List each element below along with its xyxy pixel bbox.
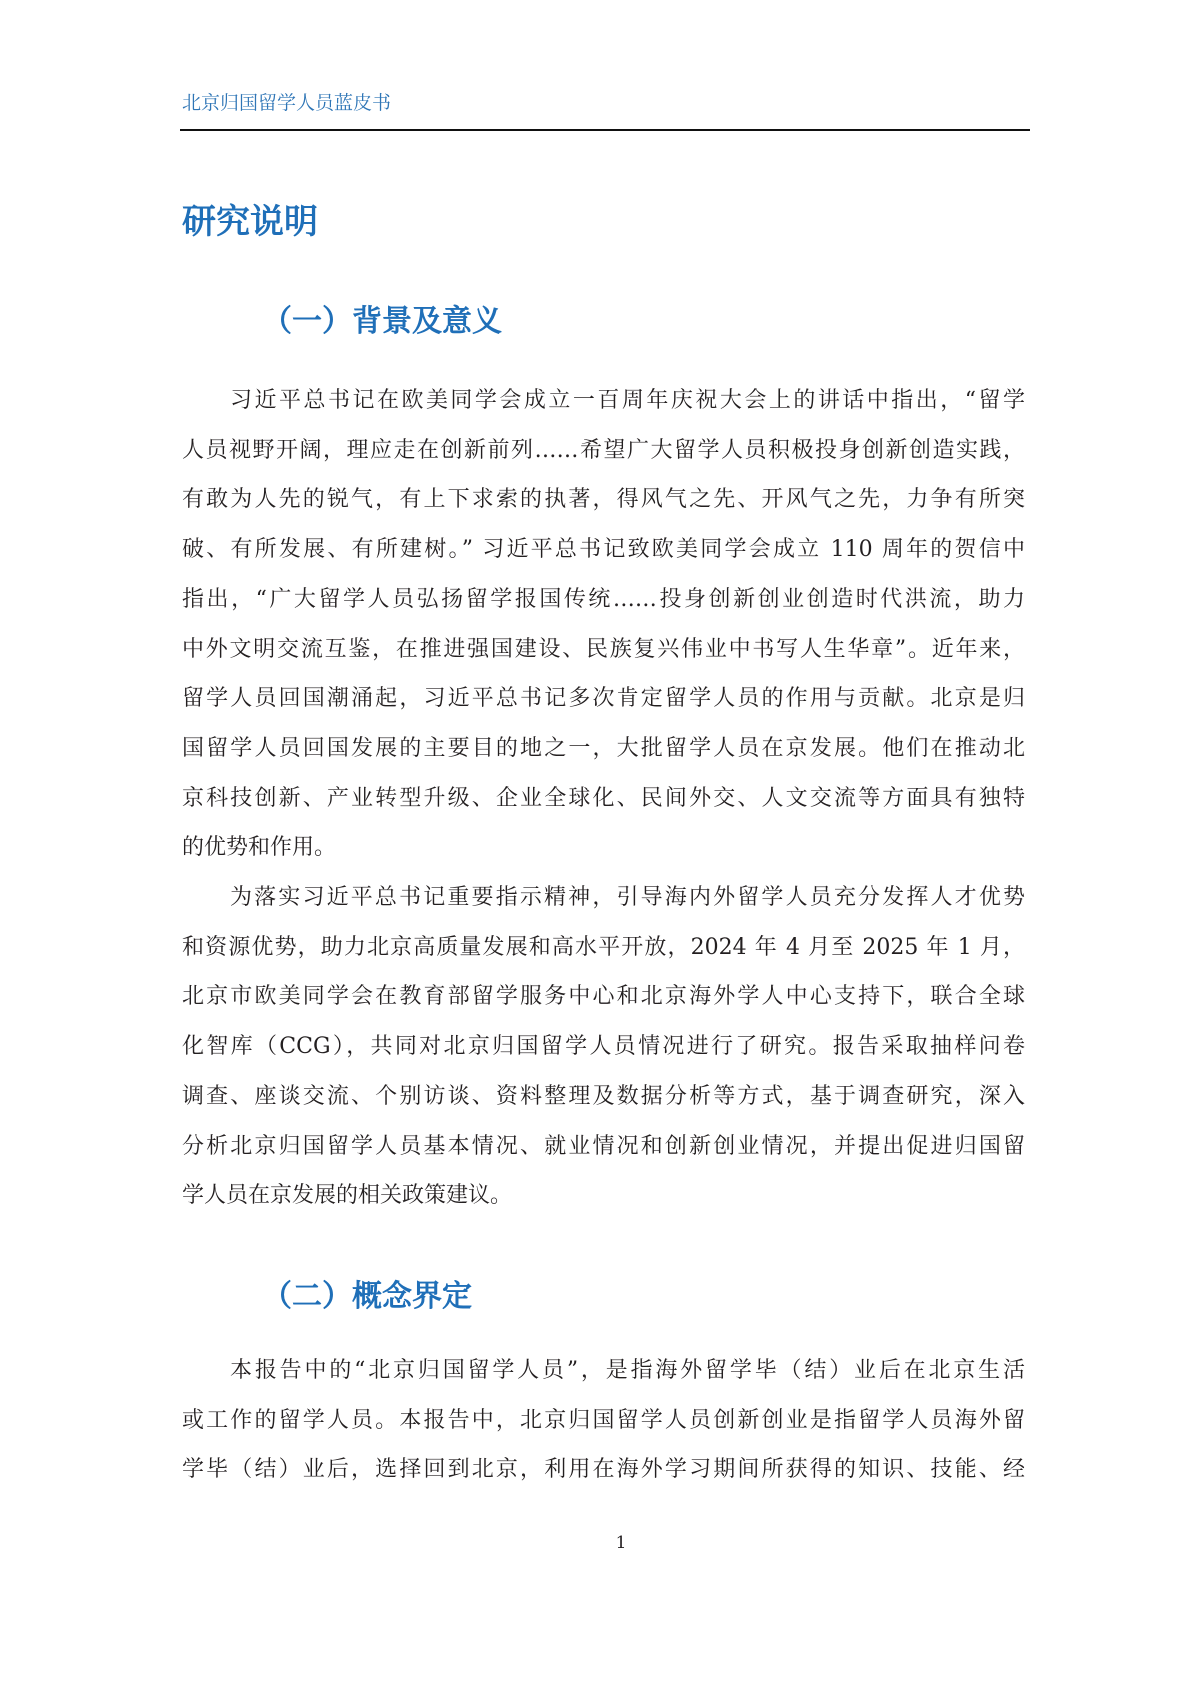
paragraph-line: 分析北京归国留学人员基本情况、就业情况和创新创业情况，并提出促进归国留	[182, 1133, 1025, 1159]
paragraph-line: 北京市欧美同学会在教育部留学服务中心和北京海外学人中心支持下，联合全球	[182, 984, 1025, 1010]
paragraph-line: 有敢为人先的锐气，有上下求索的执著，得风气之先、开风气之先，力争有所突	[182, 487, 1025, 513]
paragraph-line: 习近平总书记在欧美同学会成立一百周年庆祝大会上的讲话中指出，“留学	[230, 388, 1025, 413]
section-heading-definition: （二）概念界定	[262, 1279, 472, 1314]
paragraph-line: 国留学人员回国发展的主要目的地之一，大批留学人员在京发展。他们在推动北	[182, 735, 1025, 761]
paragraph-line: 指出，“广大留学人员弘扬留学报国传统……投身创新创业创造时代洪流，助力	[182, 586, 1025, 612]
paragraph-line: 京科技创新、产业转型升级、企业全球化、民间外交、人文交流等方面具有独特	[182, 785, 1025, 811]
page-number: 1	[615, 1533, 627, 1553]
paragraph-line: 留学人员回国潮涌起，习近平总书记多次肯定留学人员的作用与贡献。北京是归	[182, 686, 1025, 712]
section-heading-background: （一）背景及意义	[262, 304, 502, 339]
paragraph-line: 化智库（CCG），共同对北京归国留学人员情况进行了研究。报告采取抽样问卷	[182, 1034, 1025, 1060]
paragraph-line: 为落实习近平总书记重要指示精神，引导海内外留学人员充分发挥人才优势	[230, 885, 1025, 910]
paragraph-line: 的优势和作用。	[182, 835, 337, 861]
paragraph-line: 破、有所发展、有所建树。” 习近平总书记致欧美同学会成立 110 周年的贺信中	[182, 537, 1025, 563]
paragraph-line: 中外文明交流互鉴，在推进强国建设、民族复兴伟业中书写人生华章”。近年来，	[182, 636, 1025, 662]
paragraph-line: 学人员在京发展的相关政策建议。	[182, 1183, 513, 1209]
paragraph-line: 或工作的留学人员。本报告中，北京归国留学人员创新创业是指留学人员海外留	[182, 1407, 1025, 1433]
paragraph-line: 和资源优势，助力北京高质量发展和高水平开放，2024 年 4 月至 2025 年 1 月，	[182, 934, 1025, 960]
paragraph-line: 学毕（结）业后，选择回到北京，利用在海外学习期间所获得的知识、技能、经	[182, 1457, 1025, 1483]
running-header: 北京归国留学人员蓝皮书	[182, 92, 392, 114]
paragraph-line: 本报告中的“北京归国留学人员”，是指海外留学毕（结）业后在北京生活	[230, 1358, 1025, 1383]
page-title: 研究说明	[182, 202, 318, 242]
paragraph-line: 调查、座谈交流、个别访谈、资料整理及数据分析等方式，基于调查研究，深入	[182, 1083, 1025, 1109]
header-divider	[180, 129, 1030, 131]
paragraph-line: 人员视野开阔，理应走在创新前列……希望广大留学人员积极投身创新创造实践，	[182, 437, 1025, 463]
